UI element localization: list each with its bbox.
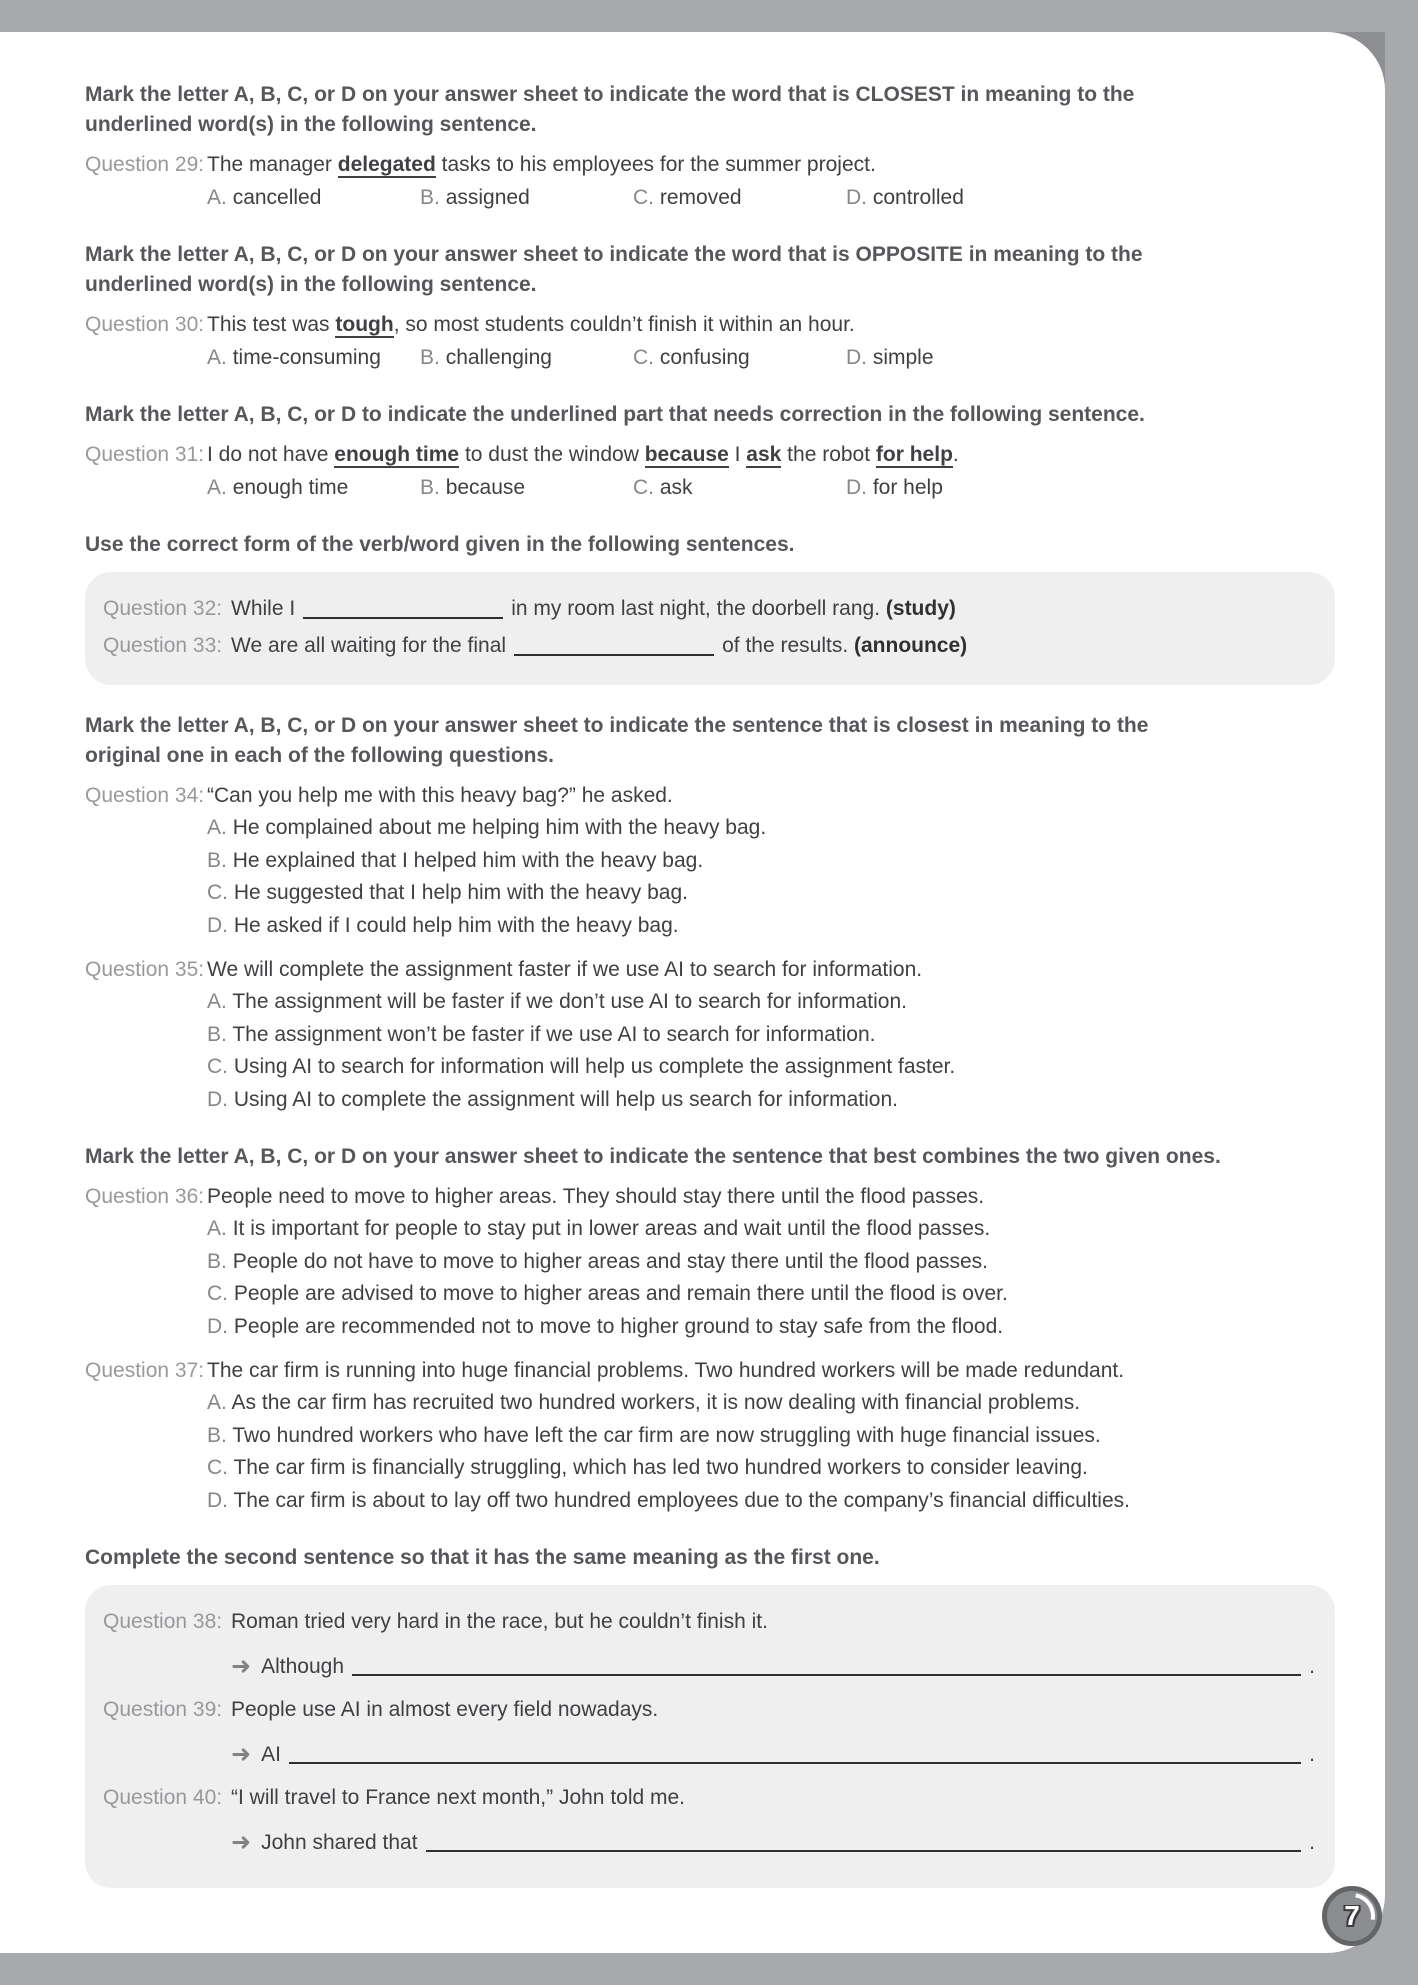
underlined-part-b: because — [644, 443, 729, 466]
question-30-label: Question 30: — [85, 313, 205, 336]
option-b: B. People do not have to move to higher areas and stay there until the flood passes. — [207, 1249, 989, 1273]
question-40-rewrite — [231, 1829, 1315, 1857]
question-37-options — [207, 1387, 1335, 1517]
rewrite-prefix: AI — [261, 1743, 281, 1766]
question-40-label: Question 40: — [103, 1786, 223, 1809]
question-38 — [103, 1607, 1315, 1637]
option-d: D. Using AI to complete the assignment will help us search for information. — [207, 1087, 898, 1111]
option-c: C. removed — [633, 186, 742, 209]
option-a: A. cancelled — [207, 186, 322, 209]
verb-hint: (study) — [885, 597, 956, 620]
option-a: A. As the car firm has recruited two hundred workers, it is now dealing with financial problems. — [207, 1391, 1081, 1414]
option-a: A. time-consuming — [207, 346, 381, 369]
instruction-closest-sentence: Mark the letter A, B, C, or D on your answer sheet to indicate the sentence that is closest in meaning to the original one in each of the following questions. — [85, 714, 1149, 767]
question-36 — [85, 1181, 1335, 1343]
line-period: . — [1309, 1655, 1315, 1678]
question-39 — [103, 1695, 1315, 1725]
option-c: C. confusing — [633, 346, 750, 369]
question-29 — [85, 149, 1335, 214]
option-a: A. The assignment will be faster if we don’t use AI to search for information. — [207, 990, 907, 1013]
rewrite-prefix: Although — [261, 1655, 345, 1678]
question-29-options — [207, 181, 1335, 214]
question-39-rewrite — [231, 1741, 1315, 1769]
underlined-part-d: for help — [875, 443, 953, 466]
option-d: D. for help — [846, 476, 943, 499]
instruction-closest-word: Mark the letter A, B, C, or D on your answer sheet to indicate the word that is CLOSEST in meaning to the underlined word(s) in the following sentence. — [85, 83, 1135, 136]
question-30-text: This test was tough, so most students couldn’t finish it within an hour. — [207, 313, 855, 336]
question-30 — [85, 309, 1335, 374]
option-a: A. enough time — [207, 476, 349, 499]
option-a: A. He complained about me helping him with the heavy bag. — [207, 816, 767, 839]
underlined-word: tough — [335, 313, 394, 336]
question-35 — [85, 954, 1335, 1116]
question-36-label: Question 36: — [85, 1185, 205, 1208]
option-d: D. He asked if I could help him with the heavy bag. — [207, 913, 679, 937]
question-36-text: People need to move to higher areas. They should stay there until the flood passes. — [207, 1185, 985, 1208]
question-35-options — [207, 986, 1335, 1116]
arrow-right-icon: ➜ — [231, 1653, 252, 1680]
question-40 — [103, 1783, 1315, 1813]
answer-line — [289, 1761, 1301, 1764]
page-number-badge — [1322, 1886, 1382, 1946]
question-33-label: Question 33: — [103, 634, 223, 657]
option-c: C. He suggested that I help him with the heavy bag. — [207, 881, 688, 904]
answer-blank — [514, 650, 714, 656]
question-32 — [103, 594, 1315, 624]
question-31-label: Question 31: — [85, 443, 205, 466]
question-38-label: Question 38: — [103, 1610, 223, 1633]
question-37-text: The car firm is running into huge financial problems. Two hundred workers will be made redundant. — [207, 1359, 1125, 1382]
question-38-rewrite — [231, 1653, 1315, 1681]
question-32-text: While I in my room last night, the doorbell rang. (study) — [231, 597, 956, 620]
question-39-text: People use AI in almost every field nowadays. — [231, 1698, 659, 1721]
question-39-label: Question 39: — [103, 1698, 223, 1721]
answer-line — [352, 1673, 1301, 1676]
option-d: D. simple — [846, 346, 934, 369]
answer-line — [426, 1849, 1302, 1852]
question-34 — [85, 780, 1335, 942]
question-31-options — [207, 471, 1335, 504]
question-35-label: Question 35: — [85, 958, 205, 981]
option-b: B. challenging — [420, 346, 552, 369]
instruction-combine-sentences: Mark the letter A, B, C, or D on your answer sheet to indicate the sentence that best combines the two given ones. — [85, 1145, 1221, 1168]
line-period: . — [1309, 1743, 1315, 1766]
option-b: B. because — [420, 476, 526, 499]
question-29-text: The manager delegated tasks to his employees for the summer project. — [207, 153, 876, 176]
question-38-text: Roman tried very hard in the race, but he couldn’t finish it. — [231, 1610, 768, 1633]
rewrite-prefix: John shared that — [261, 1831, 418, 1854]
instruction-error-correction: Mark the letter A, B, C, or D to indicate the underlined part that needs correction in the following sentence. — [85, 403, 1145, 426]
question-31-text: I do not have enough time to dust the window because I ask the robot for help. — [207, 443, 959, 466]
rewrite-box-38-40 — [85, 1585, 1335, 1888]
option-b: B. The assignment won’t be faster if we use AI to search for information. — [207, 1022, 876, 1046]
question-37 — [85, 1355, 1335, 1517]
answer-blank — [303, 613, 503, 619]
option-a: A. It is important for people to stay put in lower areas and wait until the flood passes. — [207, 1217, 991, 1240]
question-29-label: Question 29: — [85, 153, 205, 176]
option-c: C. ask — [633, 476, 693, 499]
option-b: B. He explained that I helped him with the heavy bag. — [207, 848, 704, 872]
underlined-word: delegated — [337, 153, 436, 176]
option-d: D. controlled — [846, 186, 964, 209]
option-d: D. The car firm is about to lay off two hundred employees due to the company’s financial difficulties. — [207, 1488, 1130, 1512]
option-c: C. Using AI to search for information will help us complete the assignment faster. — [207, 1055, 956, 1078]
underlined-part-c: ask — [746, 443, 782, 466]
arrow-right-icon: ➜ — [231, 1741, 252, 1768]
option-b: B. Two hundred workers who have left the car firm are now struggling with huge financial issues. — [207, 1423, 1101, 1447]
underlined-part-a: enough time — [334, 443, 460, 466]
question-30-options — [207, 341, 1335, 374]
option-b: B. assigned — [420, 186, 530, 209]
question-40-text: “I will travel to France next month,” John told me. — [231, 1786, 686, 1809]
instruction-rewrite: Complete the second sentence so that it has the same meaning as the first one. — [85, 1546, 880, 1569]
question-31 — [85, 439, 1335, 504]
instruction-opposite-word: Mark the letter A, B, C, or D on your answer sheet to indicate the word that is OPPOSITE in meaning to the underlined word(s) in the following sentence. — [85, 243, 1143, 296]
question-33 — [103, 631, 1315, 661]
verb-hint: (announce) — [854, 634, 968, 657]
instruction-verb-form: Use the correct form of the verb/word given in the following sentences. — [85, 533, 795, 556]
option-c: C. The car firm is financially struggling, which has led two hundred workers to consider leaving. — [207, 1456, 1088, 1479]
question-32-label: Question 32: — [103, 597, 223, 620]
option-d: D. People are recommended not to move to higher ground to stay safe from the flood. — [207, 1314, 1004, 1338]
question-33-text: We are all waiting for the final of the results. (announce) — [231, 634, 968, 657]
page-content — [0, 32, 1385, 1953]
worksheet-page — [0, 32, 1385, 1953]
page-number: 7 — [1344, 1900, 1360, 1931]
fill-in-box-32-33 — [85, 572, 1335, 685]
line-period: . — [1309, 1831, 1315, 1854]
arrow-right-icon: ➜ — [231, 1829, 252, 1856]
question-37-label: Question 37: — [85, 1359, 205, 1382]
option-c: C. People are advised to move to higher areas and remain there until the flood is over. — [207, 1282, 1008, 1305]
question-35-text: We will complete the assignment faster if we use AI to search for information. — [207, 958, 923, 981]
question-34-options — [207, 812, 1335, 942]
question-34-text: “Can you help me with this heavy bag?” he asked. — [207, 784, 673, 807]
question-34-label: Question 34: — [85, 784, 205, 807]
question-36-options — [207, 1213, 1335, 1343]
